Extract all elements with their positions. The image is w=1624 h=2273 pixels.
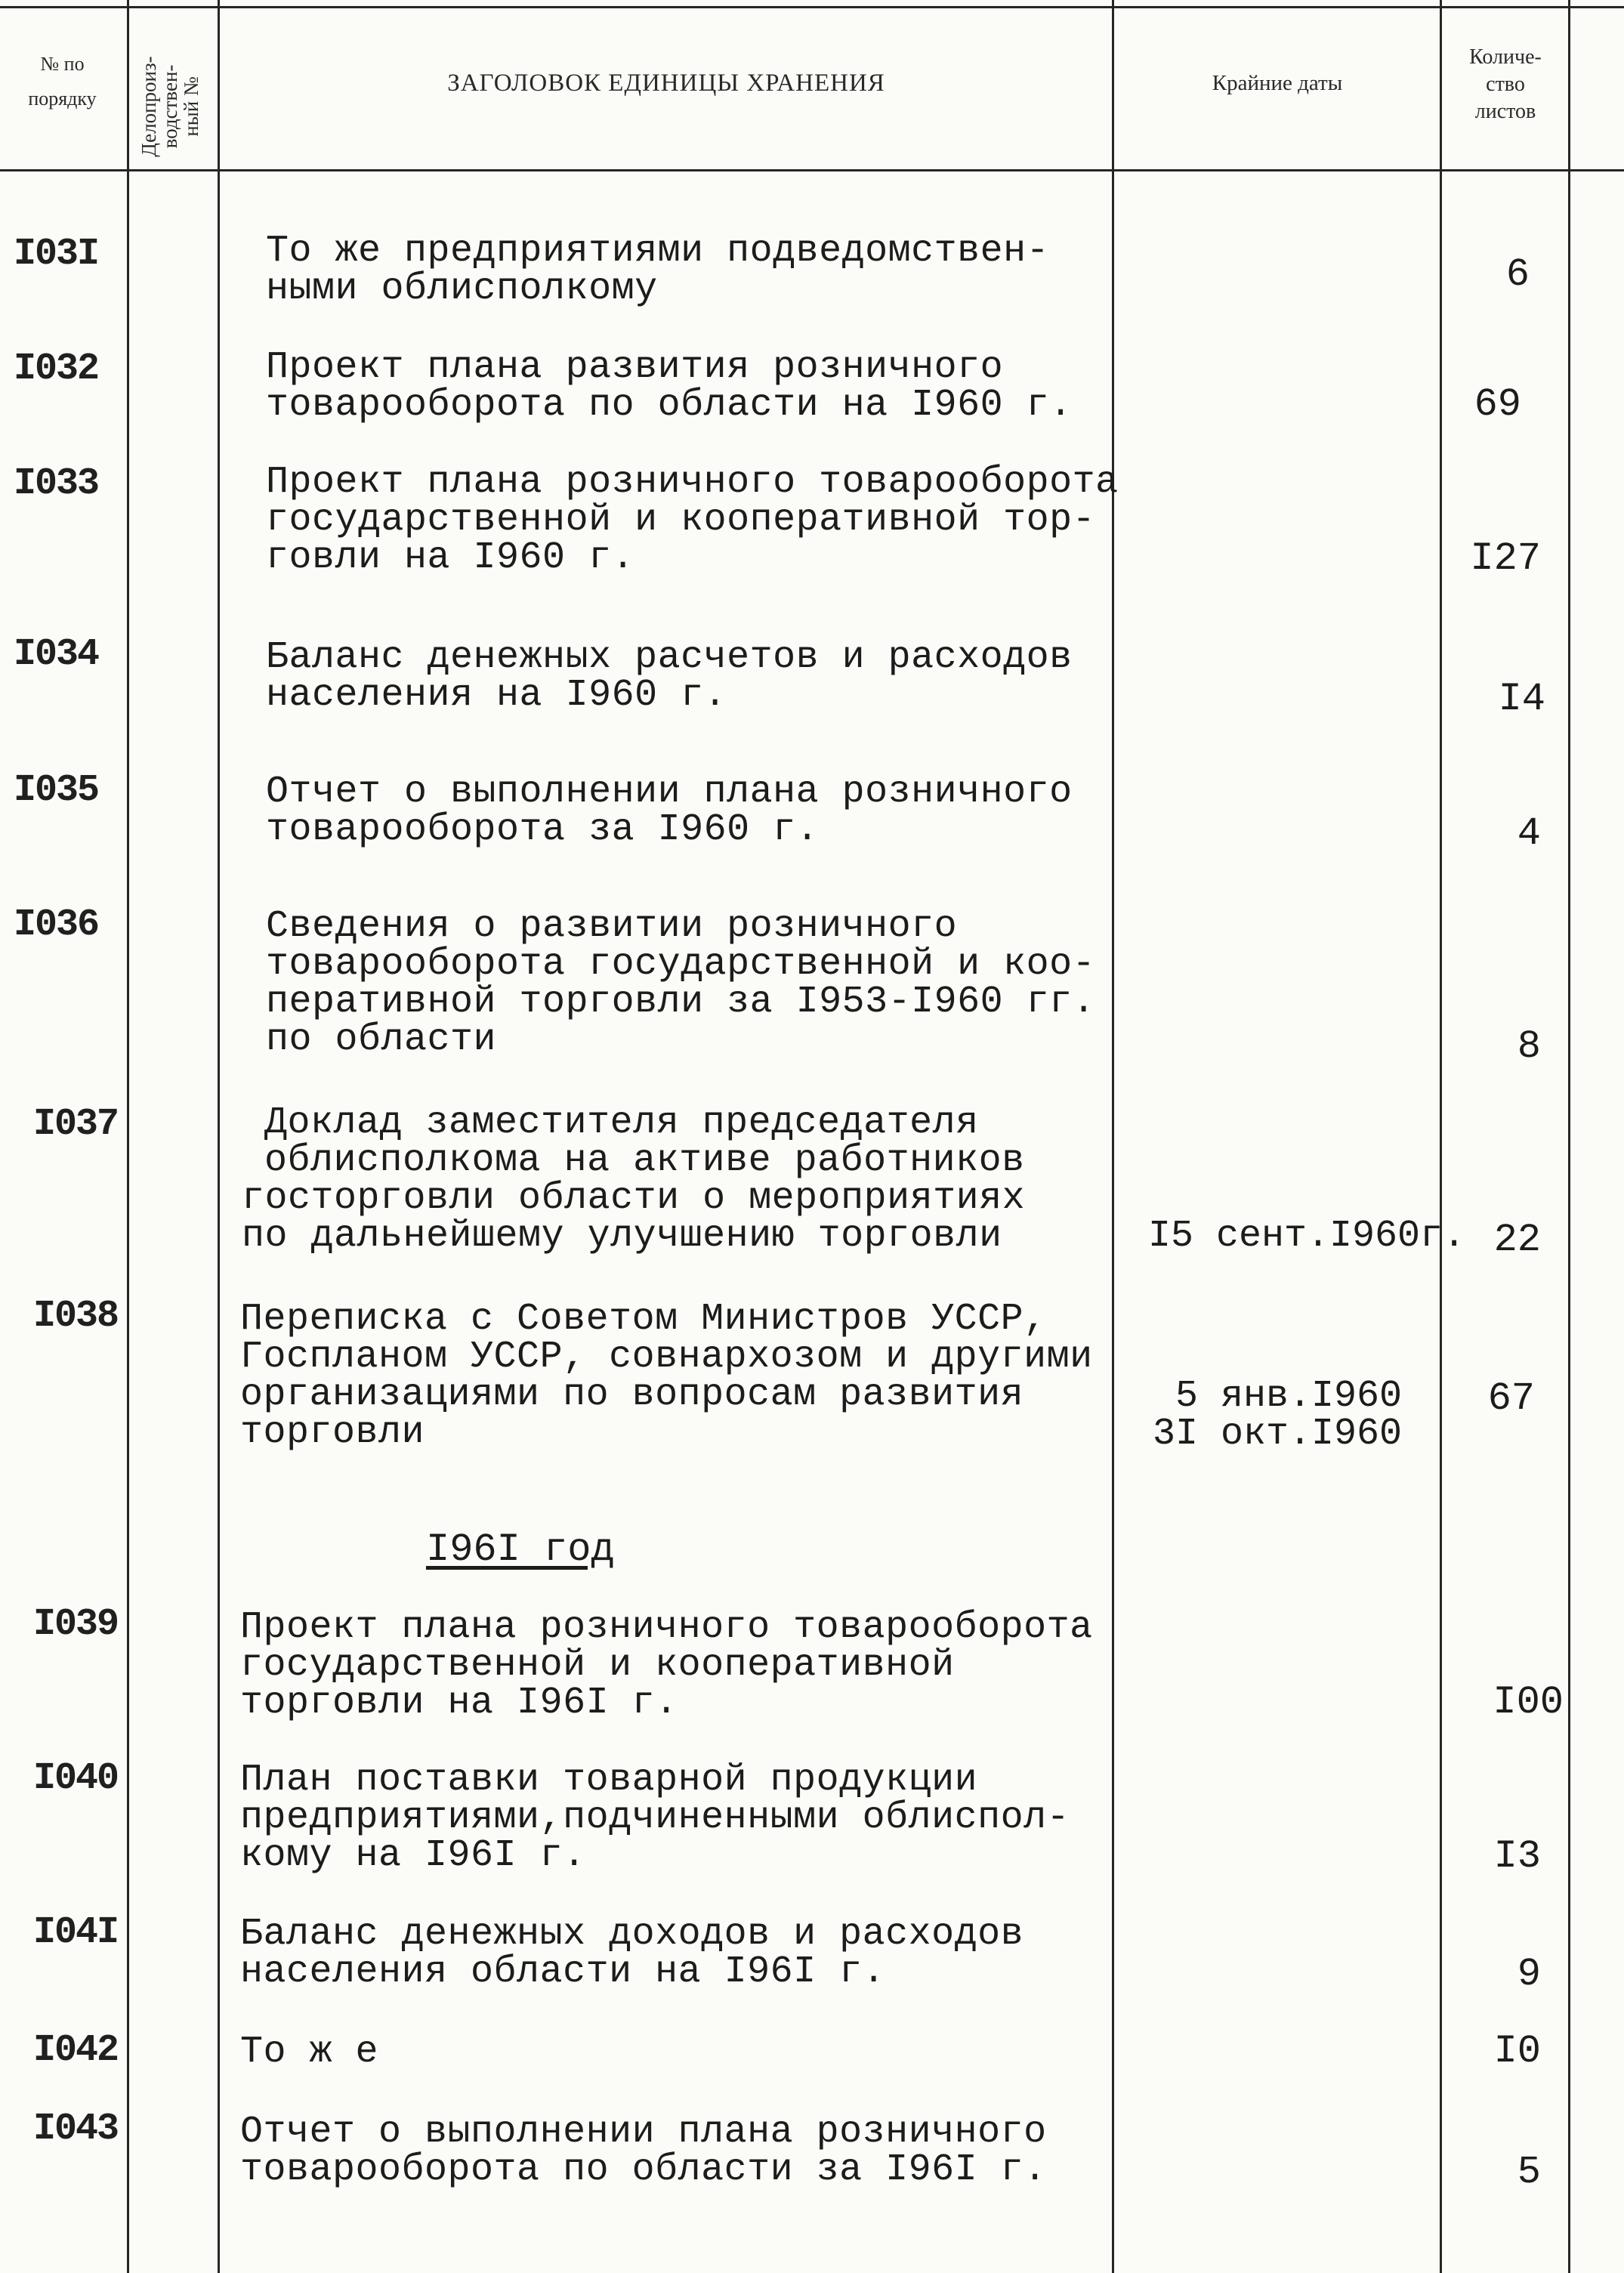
header-top-rule	[0, 6, 1624, 8]
header-col-dates: Крайние даты	[1212, 71, 1343, 95]
entry-sheet-count: 5	[1517, 2150, 1541, 2194]
entry-sheet-count: I00	[1493, 1680, 1564, 1725]
entry-title-line: Баланс денежных расчетов и расходов	[266, 636, 1073, 679]
entry-title	[266, 346, 1073, 427]
header-col-office-line: водствен-	[159, 64, 181, 149]
header-bottom-rule	[0, 169, 1624, 171]
entry-title	[240, 1759, 1070, 1877]
entry-number: I038	[33, 1295, 119, 1338]
header-col-office-line: Делопроиз-	[137, 56, 160, 157]
entry-title-line: говли на I960 г.	[266, 536, 635, 579]
entry-sheet-count: 22	[1493, 1218, 1541, 1262]
entry-number: I034	[14, 633, 99, 676]
entry-sheet-count: I27	[1470, 536, 1541, 581]
entry-sheet-count: 6	[1505, 252, 1530, 297]
header-col-sheets-line: листов	[1474, 100, 1536, 123]
entry-title-line: перативной торговли за I953-I960 гг.	[266, 981, 1096, 1024]
entry-title-line: облисполкома на активе работников	[264, 1139, 1025, 1182]
header-col-number-line: порядку	[28, 88, 97, 110]
entry-title-line: по дальнейшему улучшению торговли	[242, 1215, 1002, 1258]
header-col-number-line: № по	[40, 53, 85, 75]
entry-date-line: 5 янв.I960	[1175, 1375, 1402, 1418]
entry-title-line: Отчет о выполнении плана розничного	[240, 2111, 1047, 2154]
entry-sheet-count: 8	[1517, 1024, 1541, 1069]
column-divider-office	[218, 0, 220, 2273]
entry-number: I035	[14, 769, 99, 812]
entry-number: I039	[33, 1603, 119, 1646]
entry-title	[266, 461, 1119, 579]
column-divider-title	[1112, 0, 1114, 2273]
entry-sheet-count: 67	[1487, 1376, 1535, 1421]
entry-title-line: Госпланом УССР, совнархозом и другими	[240, 1336, 1093, 1379]
entry-title-line: товарооборота по области за I96I г.	[240, 2148, 1047, 2191]
section-year-heading: I96I год	[426, 1527, 615, 1572]
entry-number: I03I	[14, 233, 99, 276]
entry-title	[240, 2111, 1047, 2191]
entry-title-line: населения на I960 г.	[266, 674, 727, 717]
entry-title	[266, 636, 1073, 717]
entry-title-line: товарооборота за I960 г.	[266, 808, 820, 851]
entry-title-line: торговли на I96I г.	[240, 1682, 678, 1725]
header-col-sheets-line: ство	[1486, 73, 1525, 96]
entry-sheet-count: 4	[1517, 811, 1541, 856]
header-col-title: ЗАГОЛОВОК ЕДИНИЦЫ ХРАНЕНИЯ	[447, 69, 885, 97]
entry-title-line: государственной и кооперативной тор-	[266, 499, 1096, 542]
entry-title-line: населения области на I96I г.	[240, 1950, 886, 1994]
entry-number: I036	[14, 903, 99, 947]
entry-title-line: То ж е	[240, 2031, 379, 2074]
entry-title	[266, 230, 1050, 310]
entry-title	[266, 771, 1073, 851]
entry-sheet-count: 9	[1517, 1952, 1541, 1997]
header-col-office	[138, 35, 206, 178]
entry-title	[266, 905, 1096, 1061]
entry-title-line: То же предприятиями подведомствен-	[266, 230, 1050, 273]
entry-date-line: 3I окт.I960	[1152, 1413, 1402, 1456]
entry-title-line: Сведения о развитии розничного	[266, 905, 958, 948]
entry-dates	[1148, 1215, 1466, 1258]
entry-title-line: кому на I96I г.	[240, 1834, 586, 1877]
column-divider-dates	[1440, 0, 1442, 2273]
entry-title	[240, 2031, 379, 2074]
entry-sheet-count: I0	[1493, 2029, 1541, 2074]
entry-title-line: Переписка с Советом Министров УССР,	[240, 1298, 1047, 1341]
entry-title-line: Проект плана развития розничного	[266, 346, 1004, 389]
header-col-sheets-line: Количе-	[1469, 45, 1542, 69]
entry-title-line: Отчет о выполнении плана розничного	[266, 771, 1073, 814]
entry-title-line: Проект плана розничного товарооборота	[266, 461, 1119, 504]
entry-number: I043	[33, 2108, 119, 2151]
entry-title-line: Доклад заместителя председателя	[264, 1101, 979, 1144]
entry-number: I033	[14, 462, 99, 505]
entry-title-line: организациями по вопросам развития	[240, 1373, 1024, 1416]
entry-title	[240, 1298, 1093, 1454]
entry-number: I04I	[33, 1911, 119, 1954]
entry-sheet-count: I4	[1498, 677, 1545, 721]
entry-number: I037	[33, 1103, 119, 1146]
entry-title-line: товарооборота по области на I960 г.	[266, 384, 1073, 427]
entry-number: I032	[14, 347, 99, 391]
entry-title-line: предприятиями,подчиненными облиспол-	[240, 1796, 1070, 1839]
header-col-office-line: ный №	[180, 76, 202, 137]
entry-date-line: I5 сент.I960г.	[1148, 1215, 1466, 1258]
entry-title-line: госторговли области о мероприятиях	[242, 1177, 1026, 1220]
entry-sheet-count: 69	[1474, 382, 1521, 427]
entry-dates	[1145, 1375, 1402, 1456]
entry-title-line: ными облисполкому	[266, 267, 658, 310]
entry-number: I040	[33, 1757, 119, 1800]
entry-title-line: Проект плана розничного товарооборота	[240, 1606, 1093, 1649]
entry-sheet-count: I3	[1493, 1834, 1541, 1879]
entry-title-line: Баланс денежных доходов и расходов	[240, 1913, 1024, 1956]
column-divider-number	[127, 0, 129, 2273]
column-divider-sheets	[1568, 0, 1570, 2273]
entry-title-line: государственной и кооперативной	[240, 1644, 955, 1687]
entry-title-line: товарооборота государственной и коо-	[266, 943, 1096, 986]
entry-title	[240, 1913, 1024, 1994]
entry-title	[242, 1101, 1026, 1258]
entry-title	[240, 1606, 1093, 1725]
entry-title-line: План поставки товарной продукции	[240, 1759, 978, 1802]
entry-title-line: торговли	[240, 1411, 425, 1454]
header-col-number	[0, 47, 125, 116]
entry-number: I042	[33, 2029, 119, 2072]
header-col-sheets	[1443, 44, 1568, 125]
entry-title-line: по области	[266, 1018, 497, 1061]
